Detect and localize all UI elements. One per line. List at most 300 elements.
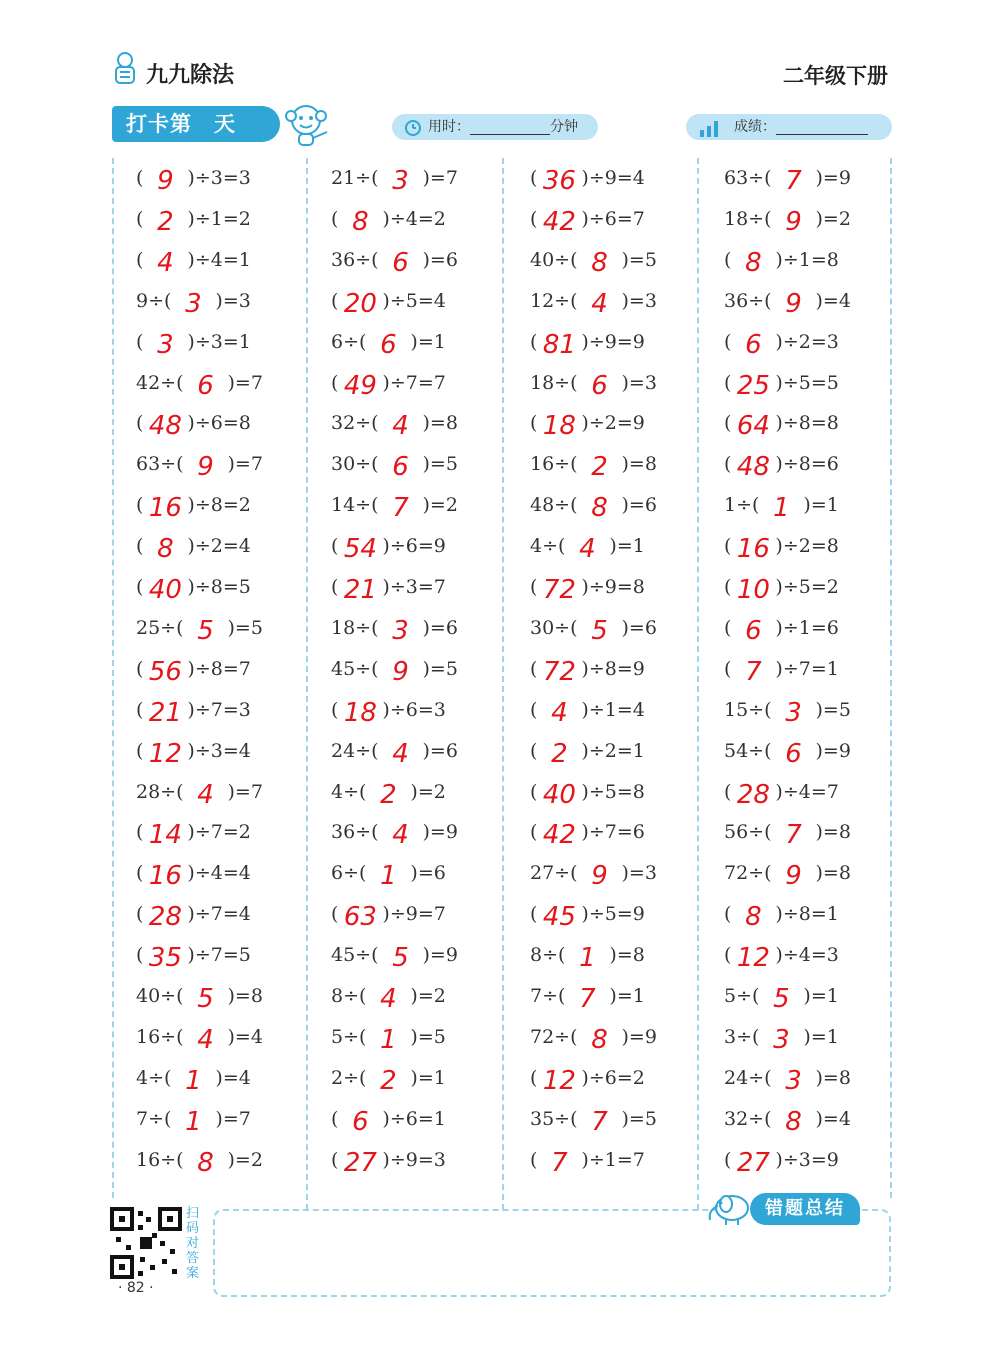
- answer-blank[interactable]: 3: [773, 1024, 790, 1055]
- answer-blank[interactable]: 12: [736, 943, 770, 974]
- answer-blank[interactable]: 3: [392, 615, 409, 646]
- problem-row: [530, 649, 645, 689]
- answer-blank[interactable]: 1: [773, 493, 790, 524]
- problem-prefix: (: [530, 412, 538, 435]
- answer-blank[interactable]: 7: [579, 984, 596, 1014]
- answer-blank[interactable]: 4: [197, 779, 214, 810]
- score-blank[interactable]: [776, 120, 868, 135]
- answer-blank[interactable]: 1: [579, 943, 596, 974]
- answer-blank[interactable]: 49: [343, 370, 377, 401]
- elephant-icon: [704, 1190, 752, 1226]
- problem-row: [331, 1140, 446, 1180]
- problem-prefix: 6÷(: [331, 862, 367, 885]
- answer-blank[interactable]: 6: [197, 370, 214, 401]
- problem-prefix: 36÷(: [724, 289, 772, 312]
- problem-prefix: 30÷(: [530, 616, 578, 639]
- problem-suffix: )=5: [422, 453, 458, 476]
- problem-suffix: )=3: [621, 862, 657, 885]
- problem-suffix: )=3: [621, 371, 657, 394]
- answer-blank[interactable]: 9: [591, 861, 608, 892]
- problem-row: [724, 772, 839, 812]
- problem-suffix: )=2: [410, 985, 446, 1007]
- answer-blank[interactable]: 56: [148, 656, 182, 687]
- answer-blank[interactable]: 25: [736, 370, 770, 401]
- problem-prefix: 32÷(: [331, 412, 379, 435]
- problem-row: [331, 1058, 446, 1098]
- problem-suffix: )÷7=7: [382, 371, 446, 394]
- problem-suffix: )=5: [422, 657, 458, 680]
- answer-blank[interactable]: 3: [785, 1065, 802, 1096]
- problem-prefix: (: [136, 657, 144, 680]
- answer-blank[interactable]: 9: [392, 656, 409, 687]
- answer-blank[interactable]: 35: [148, 943, 182, 974]
- problem-prefix: (: [724, 780, 732, 803]
- problem-row: [136, 240, 251, 280]
- answer-blank[interactable]: 3: [157, 329, 174, 360]
- answer-blank[interactable]: 4: [392, 820, 409, 851]
- problem-suffix: )÷9=7: [382, 903, 446, 926]
- answer-blank[interactable]: 3: [392, 166, 409, 196]
- problem-row: [724, 567, 839, 607]
- answer-blank[interactable]: 2: [380, 1065, 397, 1096]
- answer-blank[interactable]: 8: [197, 1147, 214, 1178]
- problem-suffix: )÷3=7: [382, 576, 446, 598]
- problem-prefix: 24÷(: [331, 739, 379, 762]
- problem-prefix: 25÷(: [136, 616, 184, 639]
- qr-code-icon: [110, 1207, 182, 1279]
- problem-prefix: (: [136, 903, 144, 926]
- problem-suffix: )÷5=5: [775, 371, 839, 394]
- problem-row: [136, 526, 251, 566]
- problem-prefix: (: [136, 944, 144, 967]
- answer-blank[interactable]: 3: [185, 288, 202, 319]
- problem-suffix: )=8: [815, 821, 851, 844]
- problem-prefix: (: [331, 903, 339, 926]
- problem-suffix: )÷7=2: [187, 821, 251, 844]
- problem-suffix: )=9: [422, 821, 458, 844]
- problem-prefix: 35÷(: [530, 1107, 578, 1130]
- answer-blank[interactable]: 21: [343, 575, 377, 605]
- problem-prefix: 1÷(: [724, 494, 760, 517]
- problem-row: [724, 894, 839, 934]
- answer-blank[interactable]: 12: [148, 738, 182, 769]
- problem-row: [530, 403, 645, 443]
- answer-blank[interactable]: 21: [148, 697, 182, 728]
- problem-prefix: (: [331, 371, 339, 394]
- problem-prefix: (: [724, 944, 732, 967]
- problem-row: [136, 894, 251, 934]
- answer-blank[interactable]: 5: [197, 615, 214, 646]
- problem-row: [530, 322, 645, 362]
- problem-suffix: )÷8=9: [581, 657, 645, 680]
- problem-prefix: 42÷(: [136, 371, 184, 394]
- problem-prefix: (: [136, 821, 144, 844]
- problem-row: [331, 853, 446, 893]
- problem-suffix: )=8: [422, 412, 458, 435]
- problem-prefix: (: [136, 412, 144, 435]
- problem-suffix: )=2: [422, 494, 458, 517]
- problem-suffix: )÷7=5: [187, 944, 251, 967]
- problem-row: [136, 853, 251, 893]
- problem-row: [331, 649, 458, 689]
- answer-blank[interactable]: 2: [380, 779, 397, 810]
- answer-blank[interactable]: 4: [579, 534, 596, 565]
- answer-blank[interactable]: 14: [148, 820, 182, 851]
- answer-blank[interactable]: 16: [148, 493, 182, 524]
- answer-blank[interactable]: 7: [591, 1106, 608, 1137]
- answer-blank[interactable]: 18: [343, 697, 377, 728]
- mistake-summary-tab: 错题总结: [750, 1193, 860, 1225]
- answer-blank[interactable]: 8: [745, 902, 762, 933]
- answer-blank[interactable]: 4: [392, 411, 409, 442]
- problem-row: [331, 812, 458, 852]
- answer-blank[interactable]: 4: [551, 697, 568, 728]
- problem-row: [530, 158, 645, 198]
- problem-suffix: )=3: [621, 289, 657, 312]
- answer-blank[interactable]: 1: [380, 1024, 397, 1055]
- answer-blank[interactable]: 6: [392, 452, 409, 483]
- answer-blank[interactable]: 7: [785, 166, 802, 196]
- time-label: 用时：: [428, 119, 470, 135]
- problem-suffix: )=7: [215, 1107, 251, 1130]
- answer-blank[interactable]: 4: [197, 1024, 214, 1055]
- problem-row: [136, 731, 251, 771]
- problem-prefix: (: [724, 248, 732, 271]
- answer-blank[interactable]: 54: [343, 534, 377, 565]
- problem-row: [331, 935, 458, 975]
- problem-prefix: (: [136, 862, 144, 885]
- problem-prefix: 4÷(: [530, 535, 566, 558]
- problem-suffix: )=4: [815, 289, 851, 312]
- problem-row: [724, 158, 851, 198]
- answer-blank[interactable]: 4: [157, 247, 174, 278]
- answer-blank[interactable]: 1: [185, 1106, 202, 1137]
- problem-prefix: 45÷(: [331, 944, 379, 967]
- answer-blank[interactable]: 8: [591, 247, 608, 278]
- answer-blank[interactable]: 8: [591, 493, 608, 524]
- problem-prefix: 2÷(: [331, 1066, 367, 1089]
- problem-suffix: )÷6=1: [382, 1107, 446, 1130]
- problem-suffix: )÷2=3: [775, 330, 839, 353]
- problem-row: [724, 526, 839, 566]
- problem-row: [724, 690, 851, 730]
- answer-blank[interactable]: 18: [542, 411, 576, 442]
- problem-row: [530, 812, 645, 852]
- answer-blank[interactable]: 5: [591, 615, 608, 646]
- answer-blank[interactable]: 20: [343, 288, 377, 319]
- problem-prefix: 8÷(: [530, 944, 566, 967]
- problem-row: [530, 240, 657, 280]
- problem-row: [724, 731, 851, 771]
- answer-blank[interactable]: 16: [148, 861, 182, 892]
- problem-prefix: 72÷(: [530, 1025, 578, 1048]
- answer-blank[interactable]: 48: [736, 452, 770, 483]
- problem-suffix: )=8: [621, 453, 657, 476]
- problem-row: [331, 731, 458, 771]
- problem-suffix: )=8: [609, 944, 645, 967]
- qr-caption: 扫码对答案: [186, 1206, 200, 1281]
- time-blank[interactable]: [470, 120, 550, 135]
- problem-row: [724, 199, 851, 239]
- problem-row: [530, 1099, 657, 1139]
- problem-row: [136, 649, 251, 689]
- answer-blank[interactable]: 72: [542, 656, 576, 687]
- answer-blank[interactable]: 12: [542, 1065, 576, 1096]
- problem-prefix: 27÷(: [530, 862, 578, 885]
- problem-prefix: 18÷(: [724, 207, 772, 230]
- problem-row: [136, 485, 251, 525]
- problem-suffix: )=2: [410, 780, 446, 803]
- column-divider: [697, 158, 699, 1210]
- answer-blank[interactable]: 3: [785, 697, 802, 728]
- answer-blank[interactable]: 6: [392, 247, 409, 278]
- problem-row: [530, 1140, 645, 1180]
- problem-suffix: )÷8=2: [187, 494, 251, 517]
- problem-suffix: )÷4=3: [775, 944, 839, 967]
- problem-suffix: )÷8=8: [775, 412, 839, 435]
- answer-blank[interactable]: 9: [157, 166, 174, 196]
- problem-suffix: )=5: [410, 1025, 446, 1048]
- answer-blank[interactable]: 1: [380, 861, 397, 892]
- problem-row: [530, 1017, 657, 1057]
- problem-suffix: )÷4=1: [187, 248, 251, 271]
- problem-row: [530, 281, 657, 321]
- answer-blank[interactable]: 7: [551, 1147, 568, 1178]
- problem-row: [530, 567, 645, 607]
- answer-blank[interactable]: 9: [785, 288, 802, 319]
- problem-suffix: )÷6=9: [382, 535, 446, 558]
- problem-suffix: )÷6=8: [187, 412, 251, 435]
- problem-suffix: )÷1=6: [775, 616, 839, 639]
- problem-suffix: )=9: [815, 739, 851, 762]
- answer-blank[interactable]: 48: [148, 411, 182, 442]
- student-logo-icon: [110, 50, 140, 86]
- problem-suffix: )÷8=7: [187, 657, 251, 680]
- problem-prefix: 7÷(: [136, 1107, 172, 1130]
- problem-suffix: )=1: [803, 494, 839, 517]
- problem-suffix: )÷4=7: [775, 780, 839, 803]
- problem-suffix: )÷9=8: [581, 576, 645, 598]
- answer-blank[interactable]: 9: [785, 861, 802, 892]
- problem-row: [530, 935, 645, 975]
- problem-suffix: )=9: [422, 944, 458, 967]
- problem-suffix: )÷1=4: [581, 698, 645, 721]
- problem-suffix: )=5: [815, 698, 851, 721]
- problem-prefix: (: [724, 903, 732, 926]
- problem-prefix: (: [530, 780, 538, 803]
- problem-row: [331, 363, 446, 403]
- problem-prefix: 18÷(: [530, 371, 578, 394]
- column-divider: [306, 158, 308, 1210]
- problem-row: [136, 976, 263, 1016]
- monkey-mascot-icon: [282, 100, 332, 148]
- problem-row: [530, 363, 657, 403]
- answer-blank[interactable]: 72: [542, 575, 576, 605]
- problem-row: [530, 731, 645, 771]
- problem-row: [530, 526, 645, 566]
- day-badge: 打卡第 天: [112, 106, 280, 142]
- problem-prefix: 24÷(: [724, 1066, 772, 1089]
- problem-row: [724, 281, 851, 321]
- answer-blank[interactable]: 7: [785, 820, 802, 851]
- answer-blank[interactable]: 2: [591, 452, 608, 483]
- problem-prefix: (: [136, 535, 144, 558]
- problem-prefix: (: [331, 289, 339, 312]
- time-field: [392, 114, 598, 140]
- problem-row: [724, 608, 839, 648]
- problem-prefix: 36÷(: [331, 248, 379, 271]
- answer-blank[interactable]: 2: [551, 738, 568, 769]
- problem-suffix: )÷6=7: [581, 207, 645, 230]
- answer-blank[interactable]: 64: [736, 411, 770, 442]
- answer-blank[interactable]: 36: [542, 166, 576, 196]
- answer-blank[interactable]: 5: [392, 943, 409, 974]
- answer-blank[interactable]: 42: [542, 206, 576, 237]
- problem-row: [530, 1058, 645, 1098]
- problem-prefix: 16÷(: [136, 1148, 184, 1171]
- grade-label: 二年级下册: [783, 64, 888, 88]
- problem-prefix: (: [724, 657, 732, 680]
- problem-prefix: (: [724, 535, 732, 558]
- problem-suffix: )=6: [621, 494, 657, 517]
- problem-prefix: 16÷(: [530, 453, 578, 476]
- problem-prefix: (: [331, 1148, 339, 1171]
- problem-suffix: )=6: [621, 616, 657, 639]
- problem-row: [136, 1017, 263, 1057]
- problem-prefix: 4÷(: [331, 780, 367, 803]
- problem-prefix: 32÷(: [724, 1107, 772, 1130]
- problem-prefix: 7÷(: [530, 985, 566, 1007]
- answer-blank[interactable]: 7: [745, 656, 762, 687]
- problem-prefix: (: [530, 821, 538, 844]
- problem-prefix: 40÷(: [136, 985, 184, 1007]
- answer-blank[interactable]: 16: [736, 534, 770, 565]
- answer-blank[interactable]: 6: [745, 615, 762, 646]
- problem-suffix: )÷3=3: [187, 167, 251, 189]
- problem-row: [136, 444, 263, 484]
- problem-prefix: (: [530, 330, 538, 353]
- answer-blank[interactable]: 2: [157, 206, 174, 237]
- answer-blank[interactable]: 45: [542, 902, 576, 933]
- answer-blank[interactable]: 42: [542, 820, 576, 851]
- problem-row: [331, 894, 446, 934]
- answer-blank[interactable]: 10: [736, 575, 770, 605]
- problem-prefix: (: [136, 494, 144, 517]
- problem-prefix: 3÷(: [724, 1025, 760, 1048]
- problem-suffix: )÷5=2: [775, 576, 839, 598]
- problem-prefix: 36÷(: [331, 821, 379, 844]
- problem-row: [136, 199, 251, 239]
- problem-row: [530, 772, 645, 812]
- problem-suffix: )=7: [422, 167, 458, 189]
- problem-suffix: )=6: [410, 862, 446, 885]
- answer-blank[interactable]: 8: [745, 247, 762, 278]
- problem-prefix: (: [724, 412, 732, 435]
- problem-suffix: )÷3=4: [187, 739, 251, 762]
- problem-row: [136, 1099, 251, 1139]
- answer-blank[interactable]: 40: [542, 779, 576, 810]
- score-label: 成绩：: [734, 119, 776, 135]
- problem-prefix: (: [724, 616, 732, 639]
- problem-prefix: (: [136, 576, 144, 598]
- problem-prefix: 8÷(: [331, 985, 367, 1007]
- problem-suffix: )=5: [227, 616, 263, 639]
- problem-row: [331, 158, 458, 198]
- answer-blank[interactable]: 63: [343, 902, 377, 933]
- answer-blank[interactable]: 6: [591, 370, 608, 401]
- problem-suffix: )=3: [215, 289, 251, 312]
- answer-blank[interactable]: 8: [157, 534, 174, 565]
- answer-blank[interactable]: 4: [591, 288, 608, 319]
- problem-row: [136, 608, 263, 648]
- problem-suffix: )=1: [410, 330, 446, 353]
- page-title: 九九除法: [146, 63, 235, 88]
- answer-blank[interactable]: 6: [785, 738, 802, 769]
- problem-row: [136, 812, 251, 852]
- problem-row: [136, 1140, 263, 1180]
- answer-blank[interactable]: 8: [785, 1106, 802, 1137]
- answer-blank[interactable]: 40: [148, 575, 182, 605]
- answer-blank[interactable]: 6: [352, 1106, 369, 1137]
- answer-blank[interactable]: 5: [773, 984, 790, 1014]
- problem-suffix: )=1: [410, 1066, 446, 1089]
- answer-blank[interactable]: 27: [736, 1147, 770, 1178]
- answer-blank[interactable]: 5: [197, 984, 214, 1014]
- problem-row: [530, 485, 657, 525]
- answer-blank[interactable]: 28: [148, 902, 182, 933]
- answer-blank[interactable]: 28: [736, 779, 770, 810]
- clock-icon: [404, 118, 422, 136]
- answer-blank[interactable]: 8: [352, 206, 369, 237]
- answer-blank[interactable]: 9: [197, 452, 214, 483]
- answer-blank[interactable]: 81: [542, 329, 576, 360]
- problem-row: [331, 322, 446, 362]
- answer-blank[interactable]: 4: [380, 984, 397, 1014]
- problem-suffix: )÷7=3: [187, 698, 251, 721]
- answer-blank[interactable]: 6: [380, 329, 397, 360]
- problem-prefix: (: [136, 330, 144, 353]
- problem-suffix: )÷2=9: [581, 412, 645, 435]
- problem-row: [530, 976, 645, 1016]
- problem-suffix: )÷9=3: [382, 1148, 446, 1171]
- answer-blank[interactable]: 8: [591, 1024, 608, 1055]
- answer-blank[interactable]: 9: [785, 206, 802, 237]
- answer-blank[interactable]: 27: [343, 1147, 377, 1178]
- problem-prefix: (: [724, 330, 732, 353]
- answer-blank[interactable]: 6: [745, 329, 762, 360]
- problem-prefix: 6÷(: [331, 330, 367, 353]
- problem-suffix: )÷3=1: [187, 330, 251, 353]
- problem-suffix: )÷1=2: [187, 207, 251, 230]
- problem-row: [331, 1017, 446, 1057]
- problem-row: [136, 403, 251, 443]
- problem-row: [331, 240, 458, 280]
- problem-suffix: )÷5=9: [581, 903, 645, 926]
- problem-suffix: )÷4=2: [382, 207, 446, 230]
- problem-row: [724, 853, 851, 893]
- problem-prefix: (: [136, 739, 144, 762]
- bar-chart-icon: [698, 118, 722, 138]
- problem-suffix: )÷8=1: [775, 903, 839, 926]
- answer-blank[interactable]: 1: [185, 1065, 202, 1096]
- problem-suffix: )=8: [815, 1066, 851, 1089]
- problem-row: [724, 444, 839, 484]
- problem-row: [724, 976, 839, 1016]
- time-unit: 分钟: [550, 119, 578, 135]
- problem-prefix: 15÷(: [724, 698, 772, 721]
- answer-blank[interactable]: 7: [392, 493, 409, 524]
- answer-blank[interactable]: 4: [392, 738, 409, 769]
